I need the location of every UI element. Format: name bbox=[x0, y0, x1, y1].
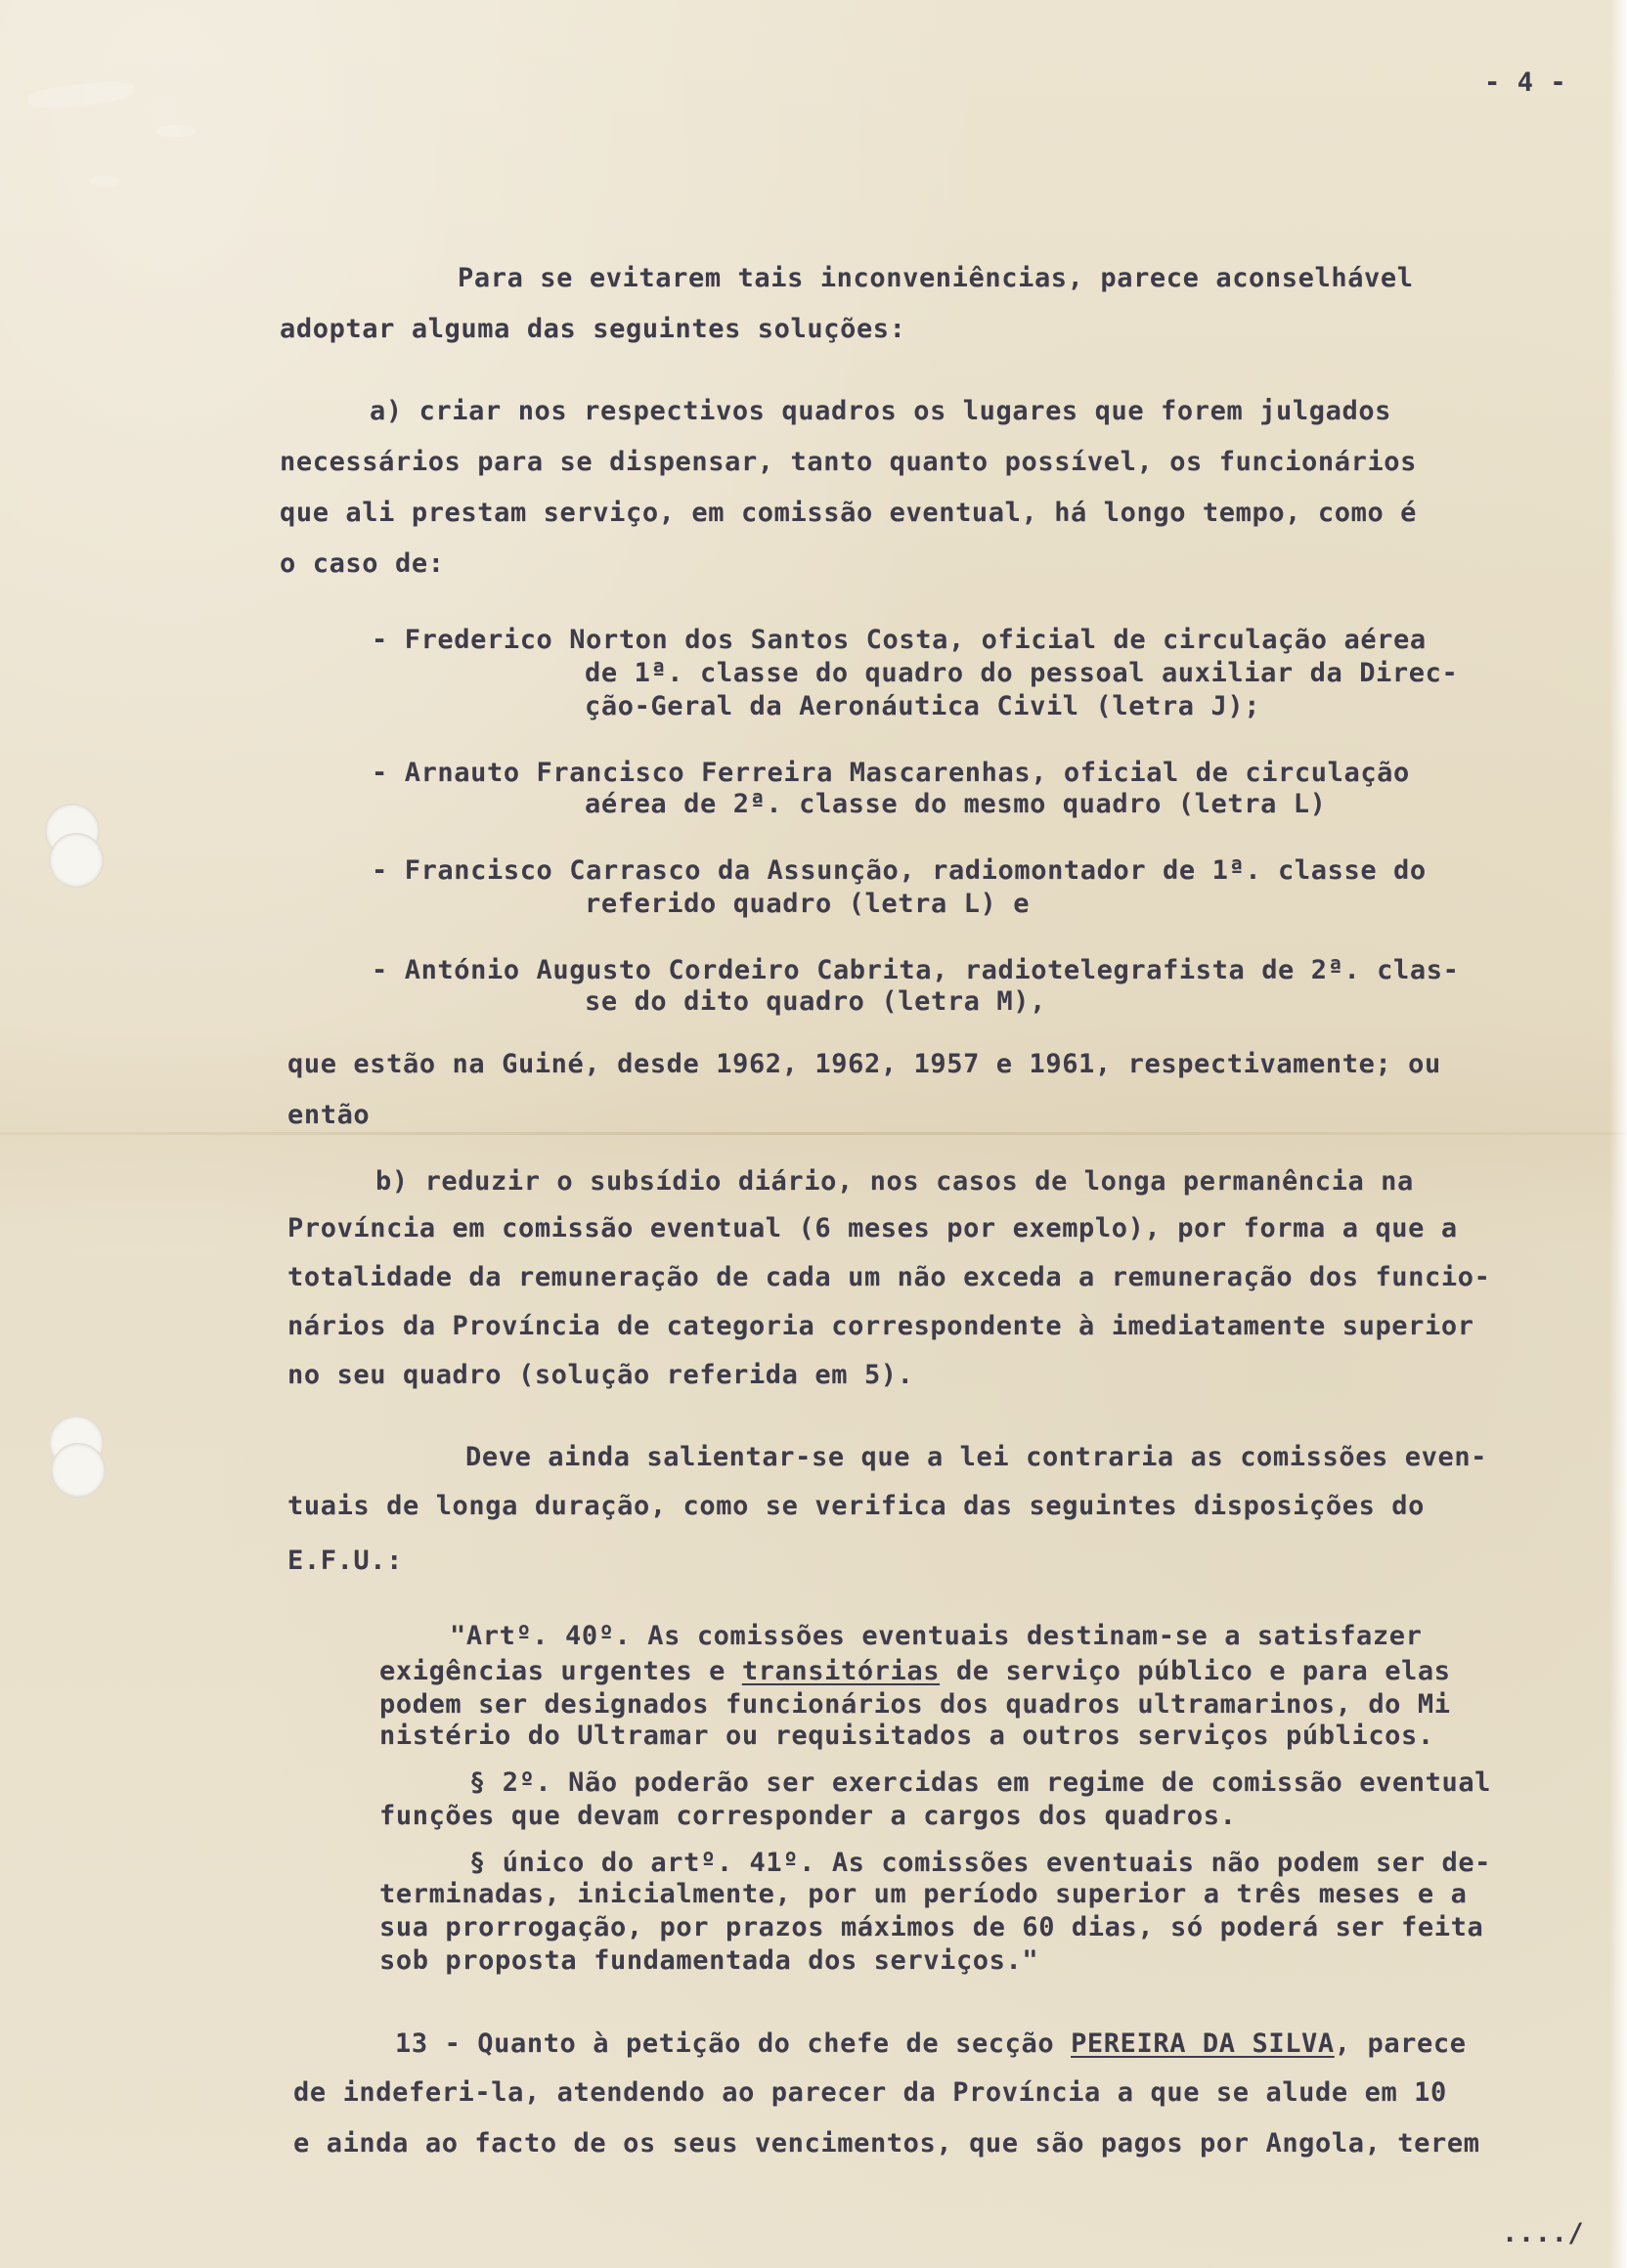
item-13-text: , parece bbox=[1334, 2028, 1467, 2059]
paper-edge bbox=[1609, 0, 1627, 2268]
punch-hole bbox=[49, 833, 104, 888]
quote-text: exigências urgentes e bbox=[379, 1656, 742, 1686]
option-b-line: b) reduzir o subsídio diário, nos casos de longa permanência na bbox=[375, 1166, 1414, 1197]
staff-item-line: - Arnauto Francisco Ferreira Mascarenhas, oficial de circulação bbox=[372, 758, 1410, 788]
quote-line: terminadas, inicialmente, por um período superior a três meses e a bbox=[379, 1879, 1468, 1909]
intro-line: adoptar alguma das seguintes soluções: bbox=[280, 314, 906, 344]
quote-line: sua prorrogação, por prazos máximos de 60 dias, só poderá ser feita bbox=[379, 1912, 1484, 1942]
after-list-line: que estão na Guiné, desde 1962, 1962, 1957 e 1961, respectivamente; ou bbox=[287, 1049, 1441, 1079]
staff-item-line: se do dito quadro (letra M), bbox=[585, 986, 1046, 1017]
quote-line: funções que devam corresponder a cargos dos quadros. bbox=[379, 1801, 1237, 1831]
option-a-line: que ali prestam serviço, em comissão eventual, há longo tempo, como é bbox=[280, 498, 1418, 528]
punch-hole bbox=[51, 1443, 106, 1498]
underlined-name: PEREIRA DA SILVA bbox=[1071, 2028, 1335, 2059]
paper-damage bbox=[156, 125, 196, 137]
quote-line: nistério do Ultramar ou requisitados a outros serviços públicos. bbox=[379, 1721, 1434, 1751]
after-list-line: então bbox=[287, 1100, 371, 1130]
staff-item-line: ção-Geral da Aeronáutica Civil (letra J); bbox=[585, 691, 1261, 721]
page-number: - 4 - bbox=[1484, 67, 1567, 98]
law-intro-line: E.F.U.: bbox=[287, 1546, 403, 1576]
option-b-line: totalidade da remuneração de cada um não exceda a remuneração dos funcio- bbox=[287, 1262, 1491, 1292]
paper-damage bbox=[26, 78, 136, 110]
underlined-word: transitórias bbox=[741, 1656, 941, 1686]
quote-text: de serviço público e para elas bbox=[940, 1656, 1451, 1686]
staff-item-line: - Frederico Norton dos Santos Costa, oficial de circulação aérea bbox=[372, 625, 1427, 655]
item-13-line: e ainda ao facto de os seus vencimentos, que são pagos por Angola, terem bbox=[293, 2128, 1480, 2159]
staff-item-line: - Francisco Carrasco da Assunção, radiomontador de 1ª. classe do bbox=[372, 855, 1427, 886]
staff-item-line: de 1ª. classe do quadro do pessoal auxiliar da Direc- bbox=[585, 658, 1459, 688]
law-intro-line: tuais de longa duração, como se verifica das seguintes disposições do bbox=[287, 1491, 1426, 1521]
staff-item-line: - António Augusto Cordeiro Cabrita, radiotelegrafista de 2ª. clas- bbox=[372, 955, 1460, 985]
quote-line: podem ser designados funcionários dos quadros ultramarinos, do Mi bbox=[379, 1689, 1451, 1720]
paper-fold bbox=[0, 1132, 1627, 1135]
option-b-line: nários da Província de categoria correspondente à imediatamente superior bbox=[287, 1311, 1474, 1341]
item-13-line bbox=[395, 2028, 1467, 2061]
continuation-mark: ..../ bbox=[1502, 2218, 1585, 2248]
quote-line bbox=[379, 1654, 1451, 1689]
quote-line: "Artº. 40º. As comissões eventuais destinam-se a satisfazer bbox=[450, 1621, 1423, 1651]
law-intro-line: Deve ainda salientar-se que a lei contraria as comissões even- bbox=[465, 1442, 1488, 1472]
option-a-line: necessários para se dispensar, tanto quanto possível, os funcionários bbox=[280, 447, 1418, 477]
quote-line: sob proposta fundamentada dos serviços." bbox=[379, 1945, 1039, 1976]
staff-item-line: referido quadro (letra L) e bbox=[585, 889, 1031, 919]
option-b-line: no seu quadro (solução referida em 5). bbox=[287, 1360, 914, 1390]
option-a-line: o caso de: bbox=[280, 548, 445, 579]
quote-line: § 2º. Não poderão ser exercidas em regime de comissão eventual bbox=[469, 1767, 1492, 1798]
item-13-text: 13 - Quanto à petição do chefe de secção bbox=[395, 2028, 1072, 2059]
quote-line: § único do artº. 41º. As comissões eventuais não podem ser de- bbox=[469, 1848, 1492, 1878]
staff-item-line: aérea de 2ª. classe do mesmo quadro (letra L) bbox=[585, 789, 1327, 819]
intro-line: Para se evitarem tais inconveniências, parece aconselhável bbox=[458, 263, 1414, 293]
option-b-line: Província em comissão eventual (6 meses por exemplo), por forma a que a bbox=[287, 1213, 1458, 1243]
paper-damage bbox=[90, 176, 119, 186]
option-a-line: a) criar nos respectivos quadros os lugares que forem julgados bbox=[370, 396, 1392, 426]
item-13-line: de indeferi-la, atendendo ao parecer da Província a que se alude em 10 bbox=[293, 2077, 1447, 2108]
